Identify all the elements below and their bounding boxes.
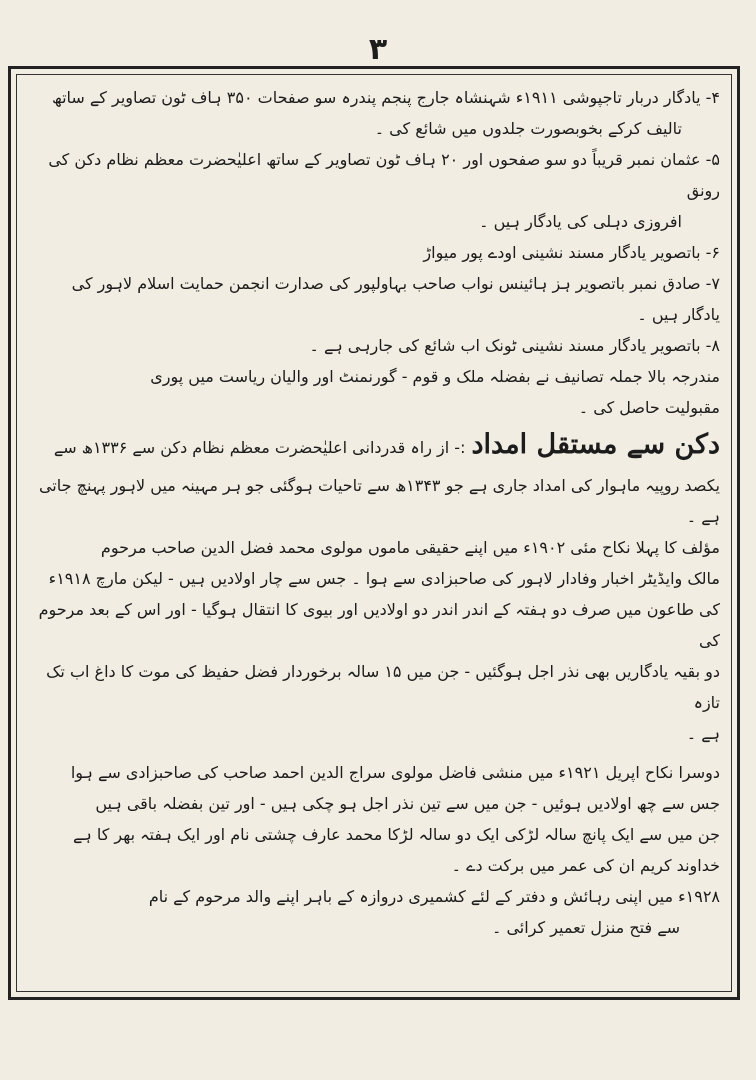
list-item-6: ۶- باتصویر یادگار مسند نشینی اودے پور میواڑ [423,243,720,262]
list-item-4: ۴- یادگار دربار تاجپوشی ۱۹۱۱ء شہنشاہ جارج پنجم پندرہ سو صفحات ۳۵۰ ہاف ٹون تصاویر کے ساتھ [51,88,720,107]
list-item-8: ۸- باتصویر یادگار مسند نشینی ٹونک اب شائع کی جارہی ہے ۔ [309,336,720,355]
first-marriage-line-5: ہے ۔ [686,724,720,743]
grant-paragraph-continued: یکصد روپیہ ماہوار کی امداد جاری ہے جو ۱۳۴۳ھ سے تاحیات ہوگئی جو ہر مہینہ میں لاہور پہنچ جاتی ہے ۔ [38,476,720,526]
second-marriage-line-2: جس سے چھ اولادیں ہوئیں - جن میں سے تین نذر اجل ہو چکی ہیں - اور تین بفضلہ باقی ہیں [95,794,720,813]
list-item-7: ۷- صادق نمبر باتصویر ہز ہائینس نواب صاحب بہاولپور کی صدارت انجمن حمایت اسلام لاہور کی یادگار ہیں ۔ [71,274,720,324]
first-marriage-line-1: مؤلف کا پہلا نکاح مئی ۱۹۰۲ء میں اپنے حقیقی ماموں مولوی محمد فضل الدین صاحب مرحوم [100,538,720,557]
list-item-5-continued: افروزی دہلی کی یادگار ہیں ۔ [479,212,682,231]
summary-line: مندرجہ بالا جملہ تصانیف نے بفضلہ ملک و قوم - گورنمنٹ اور والیان ریاست میں پوری [150,367,720,386]
second-marriage-line-1: دوسرا نکاح اپریل ۱۹۲۱ء میں منشی فاضل مولوی سراج الدین احمد صاحب کی صاحبزادی سے ہوا [70,763,720,782]
first-marriage-line-2: مالک وایڈیٹر اخبار وفادار لاہور کی صاحبزادی سے ہوا ۔ جس سے چار اولادیں ہیں - لیکن مارچ ۱۹۱۸ء [48,569,720,588]
house-line-2: سے فتح منزل تعمیر کرائی ۔ [492,918,680,937]
grant-text: :- از راہ قدردانی اعلیٰحضرت معظم نظام دکن سے ۱۳۳۶ھ سے [53,438,466,457]
second-marriage-line-3: جن میں سے ایک پانچ سالہ لڑکی ایک دو سالہ لڑکا محمد عارف چشتی نام اور ایک ہفتہ بھر کا ہے [73,825,720,844]
page-text [30,82,720,982]
section-heading: دکن سے مستقل امداد [471,429,720,460]
first-marriage-line-3: کی طاعون میں صرف دو ہفتہ کے اندر اندر دو اولادیں اور بیوی کا انتقال ہوگیا - اور اس کے بعد مرحوم کی [38,600,720,650]
list-item-5: ۵- عثمان نمبر قریباً دو سو صفحوں اور ۲۰ ہاف ٹون تصاویر کے ساتھ اعلیٰحضرت معظم نظام دکن کی رونق [48,150,720,200]
summary-line-continued: مقبولیت حاصل کی ۔ [578,398,720,417]
grant-paragraph [30,423,720,470]
list-item-4-continued: تالیف کرکے بخوبصورت جلدوں میں شائع کی ۔ [374,119,682,138]
first-marriage-line-4: دو بقیہ یادگاریں بھی نذر اجل ہوگئیں - جن میں ۱۵ سالہ برخوردار فضل حفیظ کی موت کا داغ اب تک تازہ [46,662,720,712]
house-line-1: ۱۹۲۸ء میں اپنی رہائش و دفتر کے لئے کشمیری دروازہ کے باہر اپنے والد مرحوم کے نام [148,887,720,906]
page-number: ۳ [368,32,388,67]
second-marriage-line-4: خداوند کریم ان کی عمر میں برکت دے ۔ [451,856,720,875]
